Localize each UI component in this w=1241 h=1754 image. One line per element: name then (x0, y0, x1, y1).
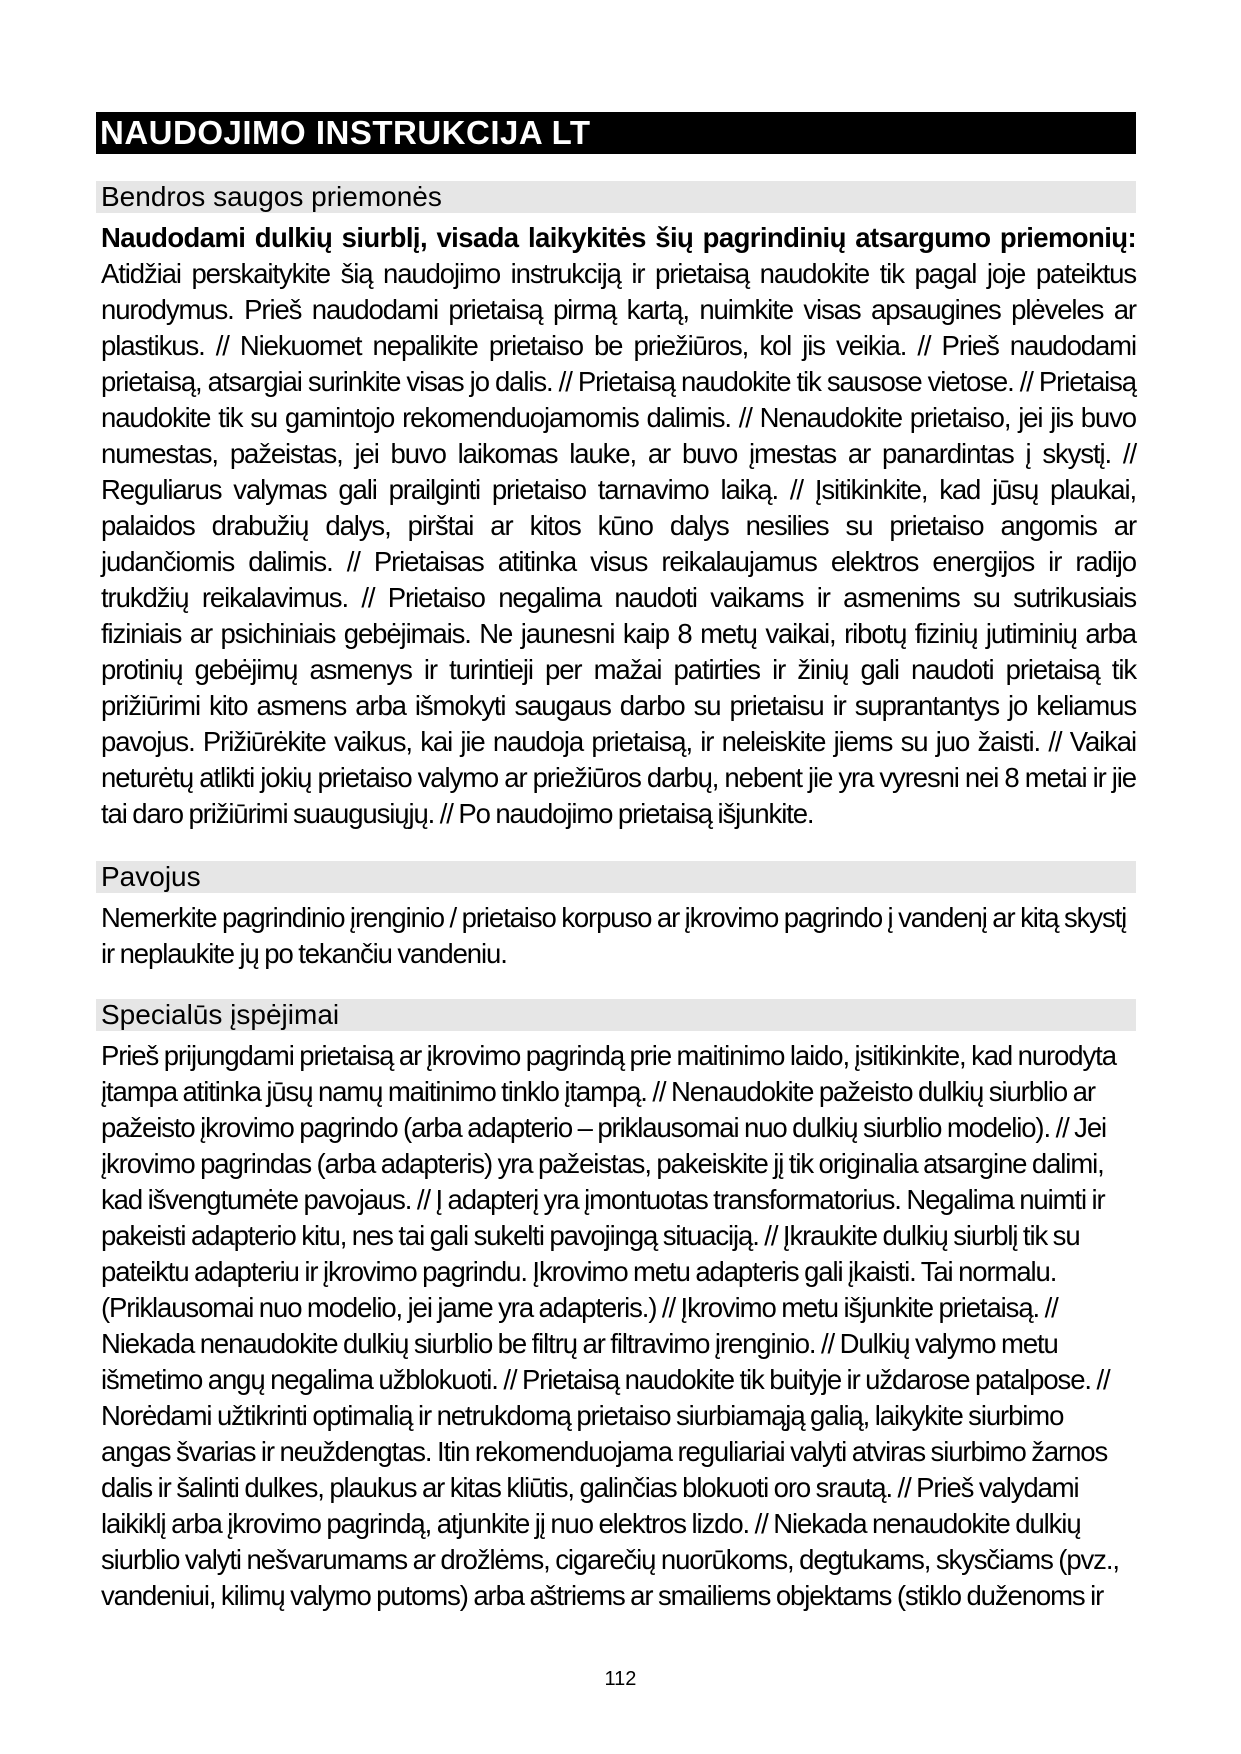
section-body-text: Nemerkite pagrindinio įrenginio / prietaiso korpuso ar įkrovimo pagrindo į vandenį ar kitą skystį ir neplaukite jų po tekančiu vandeniu. (101, 902, 1127, 969)
section-body-text: Atidžiai perskaitykite šią naudojimo instrukciją ir prietaisą naudokite tik pagal joje pateiktus nurodymus. Prieš naudodami prietaisą pirmą kartą, nuimkite visas apsaugines plėveles ar plastikus. // Niekuomet nepalikite prietaiso be priežiūros, kol jis veikia. // Prieš naudodami prietaisą, atsargiai surinkite visas jo dalis. // Prietaisą naudokite tik sausose vietose. // Prietaisą naudokite tik su gamintojo rekomenduojamomis dalimis. // Nenaudokite prietaiso, jei jis buvo numestas, pažeistas, jei buvo laikomas lauke, ar buvo įmestas ar panardintas į skystį. // Reguliarus valymas gali prailginti prietaiso tarnavimo laiką. // Įsitikinkite, kad jūsų plaukai, palaidos drabužių dalys, pirštai ar kitos kūno dalys nesilies su prietaiso angomis ar judančiomis dalimis. // Prietaisas atitinka visus reikalaujamus elektros energijos ir radijo trukdžių reikalavimus. // Prietaiso negalima naudoti vaikams ir asmenims su sutrikusiais fiziniais ar psichiniais gebėjimais. Ne jaunesni kaip 8 metų vaikai, ribotų fizinių jutiminių arba protinių gebėjimų asmenys ir turintieji per mažai patirties ir žinių gali naudoti prietaisą tik prižiūrimi kito asmens arba išmokyti saugaus darbo su prietaisu ir suprantantys jo keliamus pavojus. Prižiūrėkite vaikus, kai jie naudoja prietaisą, ir neleiskite jiems su juo žaisti. // Vaikai neturėtų atlikti jokių prietaiso valymo ar priežiūros darbų, nebent jie yra vyresni nei 8 metai ir jie tai daro prižiūrimi suaugusiųjų. // Po naudojimo prietaisą išjunkite. (101, 258, 1136, 829)
section-heading: Bendros saugos priemonės (96, 181, 1136, 213)
section-lead-text: Naudodami dulkių siurblį, visada laikykitės šių pagrindinių atsargumo priemonių: (101, 222, 1136, 253)
section-body-text: Prieš prijungdami prietaisą ar įkrovimo pagrindą prie maitinimo laido, įsitikinkite, kad nurodyta įtampa atitinka jūsų namų maitinimo tinklo įtampą. // Nenaudokite pažeisto dulkių siurblio ar pažeisto įkrovimo pagrindo (arba adapterio – priklausomai nuo dulkių siurblio modelio). // Jei įkrovimo pagrindas (arba adapteris) yra pažeistas, pakeiskite jį tik originalia atsargine dalimi, kad išvengtumėte pavojaus. // Į adapterį yra įmontuotas transformatorius. Negalima nuimti ir pakeisti adapterio kitu, nes tai gali sukelti pavojingą situaciją. // Įkraukite dulkių siurblį tik su pateiktu adapteriu ir įkrovimo pagrindu. Įkrovimo metu adapteris gali įkaisti. Tai normalu. (Priklausomai nuo modelio, jei jame yra adapteris.) // Įkrovimo metu išjunkite prietaisą. // Niekada nenaudokite dulkių siurblio be filtrų ar filtravimo įrenginio. // Dulkių valymo metu išmetimo angų negalima užblokuoti. // Prietaisą naudokite tik buityje ir uždarose patalpose. // Norėdami užtikrinti optimalią ir netrukdomą prietaiso siurbiamąją galią, laikykite siurbimo angas švarias ir neuždengtas. Itin rekomenduojama reguliariai valyti atviras siurbimo žarnos dalis ir šalinti dulkes, plaukus ar kitas kliūtis, galinčias blokuoti oro srautą. // Prieš valydami laikiklį arba įkrovimo pagrindą, atjunkite jį nuo elektros lizdo. // Niekada nenaudokite dulkių siurblio valyti nešvarumams ar drožlėms, cigarečių nuorūkoms, degtukams, skysčiams (pvz., vandeniui, kilimų valymo putoms) arba aštriems ar smailiems objektams (stiklo duženoms ir (101, 1040, 1119, 1611)
section-danger (96, 861, 1136, 972)
page-title: NAUDOJIMO INSTRUKCIJA LT (96, 112, 1136, 154)
section-body (96, 220, 1136, 832)
section-special-warnings (96, 999, 1136, 1614)
page-number: 112 (604, 1668, 637, 1690)
section-heading: Pavojus (96, 861, 1136, 893)
section-heading: Specialūs įspėjimai (96, 999, 1136, 1031)
section-general-safety (96, 181, 1136, 832)
